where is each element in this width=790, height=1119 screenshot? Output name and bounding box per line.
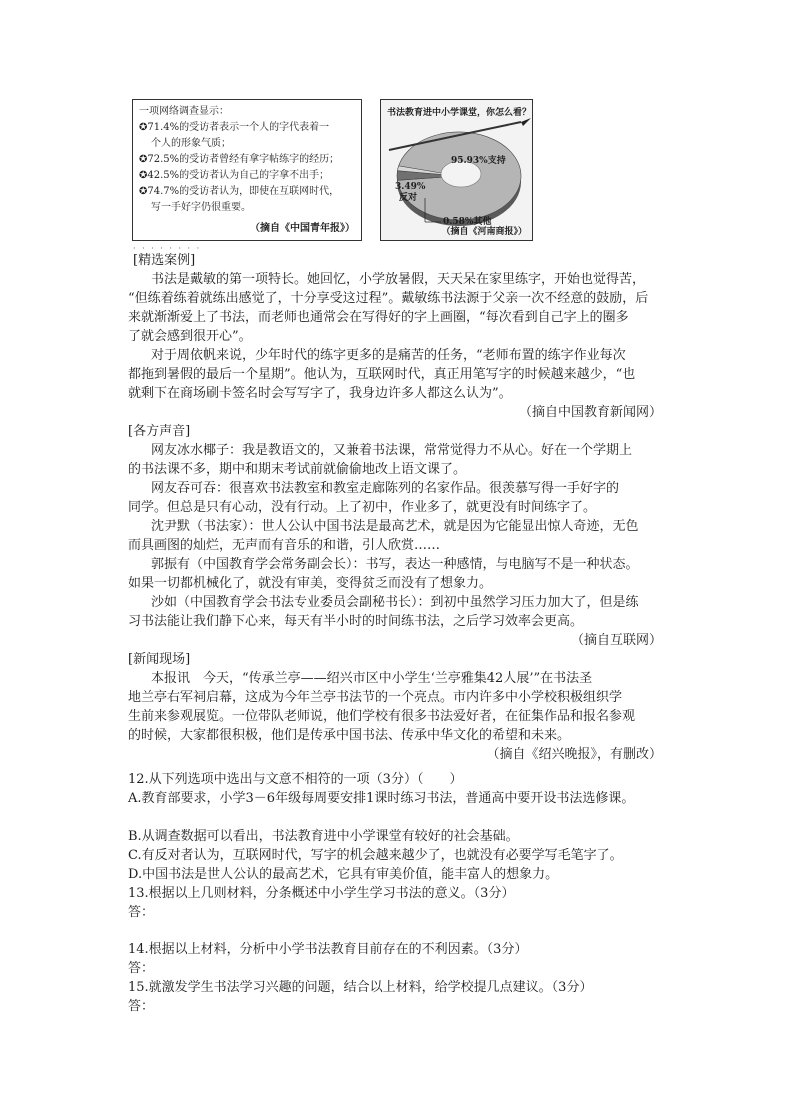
question-14: 14.根据以上材料，分析中小学书法教育目前存在的不利因素。（3分） (128, 942, 528, 957)
paragraph-line: “但练着练着就练出感觉了，十分享受这过程”。戴敏练书法源于父亲一次不经意的鼓励，后 (128, 291, 649, 306)
chart-box (380, 99, 533, 241)
option-d: D.中国书法是世人公认的最高艺术，它具有审美价值，能丰富人的想象力。 (128, 867, 559, 882)
paragraph-line: 如果一切都机械化了，就没有审美，变得贫乏而没有了想象力。 (128, 576, 493, 591)
answer-label: 答： (128, 905, 155, 920)
section-heading: [各方声音] (128, 424, 191, 439)
paragraph-line: 同学。但总是只有心动，没有行动。上了初中，作业多了，就更没有时间练字了。 (128, 500, 597, 515)
answer-label: 答： (128, 999, 155, 1014)
option-b: B.从调查数据可以看出，书法教育进中小学课堂有较好的社会基础。 (128, 829, 519, 844)
option-a: A.教育部要求，小学3－6年级每周要安排1课时练习书法，普通高中要开设书法选修课。 (128, 791, 635, 806)
paragraph-line: 都拖到暑假的最后一个星期”。他认为，互联网时代，真正用笔写字的时候越来越少，“也 (128, 367, 636, 382)
paragraph-line: 就剩下在商场刷卡签名时会写写字了，我身边许多人都这么认为”。 (128, 386, 512, 401)
paragraph-line: 沈尹默（书法家）：世人公认中国书法是最高艺术，就是因为它能显出惊人奇迹，无色 (151, 519, 639, 534)
paragraph-line: 网友吞可吞：很喜欢书法教室和教室走廊陈列的名家作品。很羡慕写得一手好字的 (151, 481, 620, 496)
paragraph-line: 而具画图的灿烂，无声而有音乐的和谐，引人欣赏…… (128, 538, 441, 553)
chart-title: 书法教育进中小学课堂，你怎么看？ (387, 108, 532, 118)
paragraph-line: 网友冰水椰子：我是教语文的，又兼着书法课，常常觉得力不从心。好在一个学期上 (151, 443, 633, 458)
survey-line: 一项网络调查显示： (139, 106, 229, 117)
chart-source: （摘自《河南商报》） (441, 227, 527, 237)
paragraph-line: 的时候，大家都很积极，他们是传承中国书法、传承中华文化的希望和未来。 (128, 728, 571, 743)
answer-label: 答： (128, 961, 155, 976)
survey-source: （摘自《中国青年报》） (250, 223, 355, 234)
survey-line: 写一手好字仍很重要。 (151, 202, 251, 213)
survey-line: 个人的形象气质； (151, 138, 231, 149)
paragraph-line: 来就渐渐爱上了书法，而老师也通常会在写得好的字上画圈，“每次看到自己字上的圈多 (128, 310, 629, 325)
paragraph-line: 习书法能让我们静下心来，每天有半小时的时间练书法，之后学习效率会更高。 (128, 614, 584, 629)
paragraph-line: 了就会感到很开心”。 (128, 329, 252, 344)
pen-nib-icon (521, 118, 531, 126)
paragraph-line: 郭振有（中国教育学会常务副会长）：书写，表达一种感情，与电脑写不是一种状态。 (151, 557, 639, 572)
source-note: （摘自《绍兴晚报》，有删改） (486, 747, 662, 762)
section-heading: [新闻现场] (128, 652, 191, 667)
paragraph-line: 沙如（中国教育学会书法专业委员会副秘书长）：到初中虽然学习压力加大了，但是练 (151, 595, 639, 610)
paragraph-line: 地兰亭右军祠启幕，这成为今年兰亭书法节的一个亮点。市内许多中小学校积极组织学 (128, 690, 623, 705)
question-13: 13.根据以上几则材料，分条概述中小学生学习书法的意义。（3分） (128, 886, 515, 901)
question-12: 12.从下列选项中选出与文意不相符的一项（3分）（ ） (128, 772, 463, 787)
survey-line: ✪71.4%的受访者表示一个人的字代表着一 (139, 122, 330, 133)
paragraph-line: 生前来参观展览。一位带队老师说，他们学校有很多书法爱好者，在征集作品和报名参观 (128, 709, 636, 724)
section-heading: [精选案例] (133, 253, 196, 268)
source-note: （摘自中国教育新闻网） (518, 405, 662, 420)
pie-label-oppose: 反对 (399, 193, 418, 203)
survey-line: ✪74.7%的受访者认为，即使在互联网时代， (139, 186, 340, 197)
survey-line: ✪42.5%的受访者认为自己的字拿不出手； (139, 170, 330, 181)
paragraph-line: 的书法课不多，期中和期末考试前就偷偷地改上语文课了。 (128, 462, 467, 477)
question-15: 15.就激发学生书法学习兴趣的问题，结合以上材料，给学校提几点建议。（3分） (128, 980, 593, 995)
survey-line: ✪72.5%的受访者曾经有拿字帖练字的经历； (139, 154, 340, 165)
pie-label-other: 0.58%其他 (443, 217, 492, 227)
option-c: C.有反对者认为，互联网时代，写字的机会越来越少了，也就没有必要学写毛笔字了。 (128, 848, 623, 863)
paragraph-line: 书法是戴敏的第一项特长。她回忆，小学放暑假，天天呆在家里练字，开始也觉得苦， (151, 272, 646, 287)
survey-box (132, 99, 362, 241)
paragraph-line: 对于周依帆来说，少年时代的练字更多的是痛苦的任务，“老师布置的练字作业每次 (151, 348, 626, 363)
dot-separator: · · · · · · · · (133, 244, 202, 253)
paragraph-line: 本报讯 今天，“传承兰亭——绍兴市区中小学生‘兰亭雅集42人展’”在书法圣 (151, 671, 593, 686)
pie-label-oppose-pct: 3.49% (395, 182, 426, 192)
source-note: （摘自互联网） (570, 633, 662, 648)
pie-label-support: 95.93%支持 (451, 156, 506, 166)
